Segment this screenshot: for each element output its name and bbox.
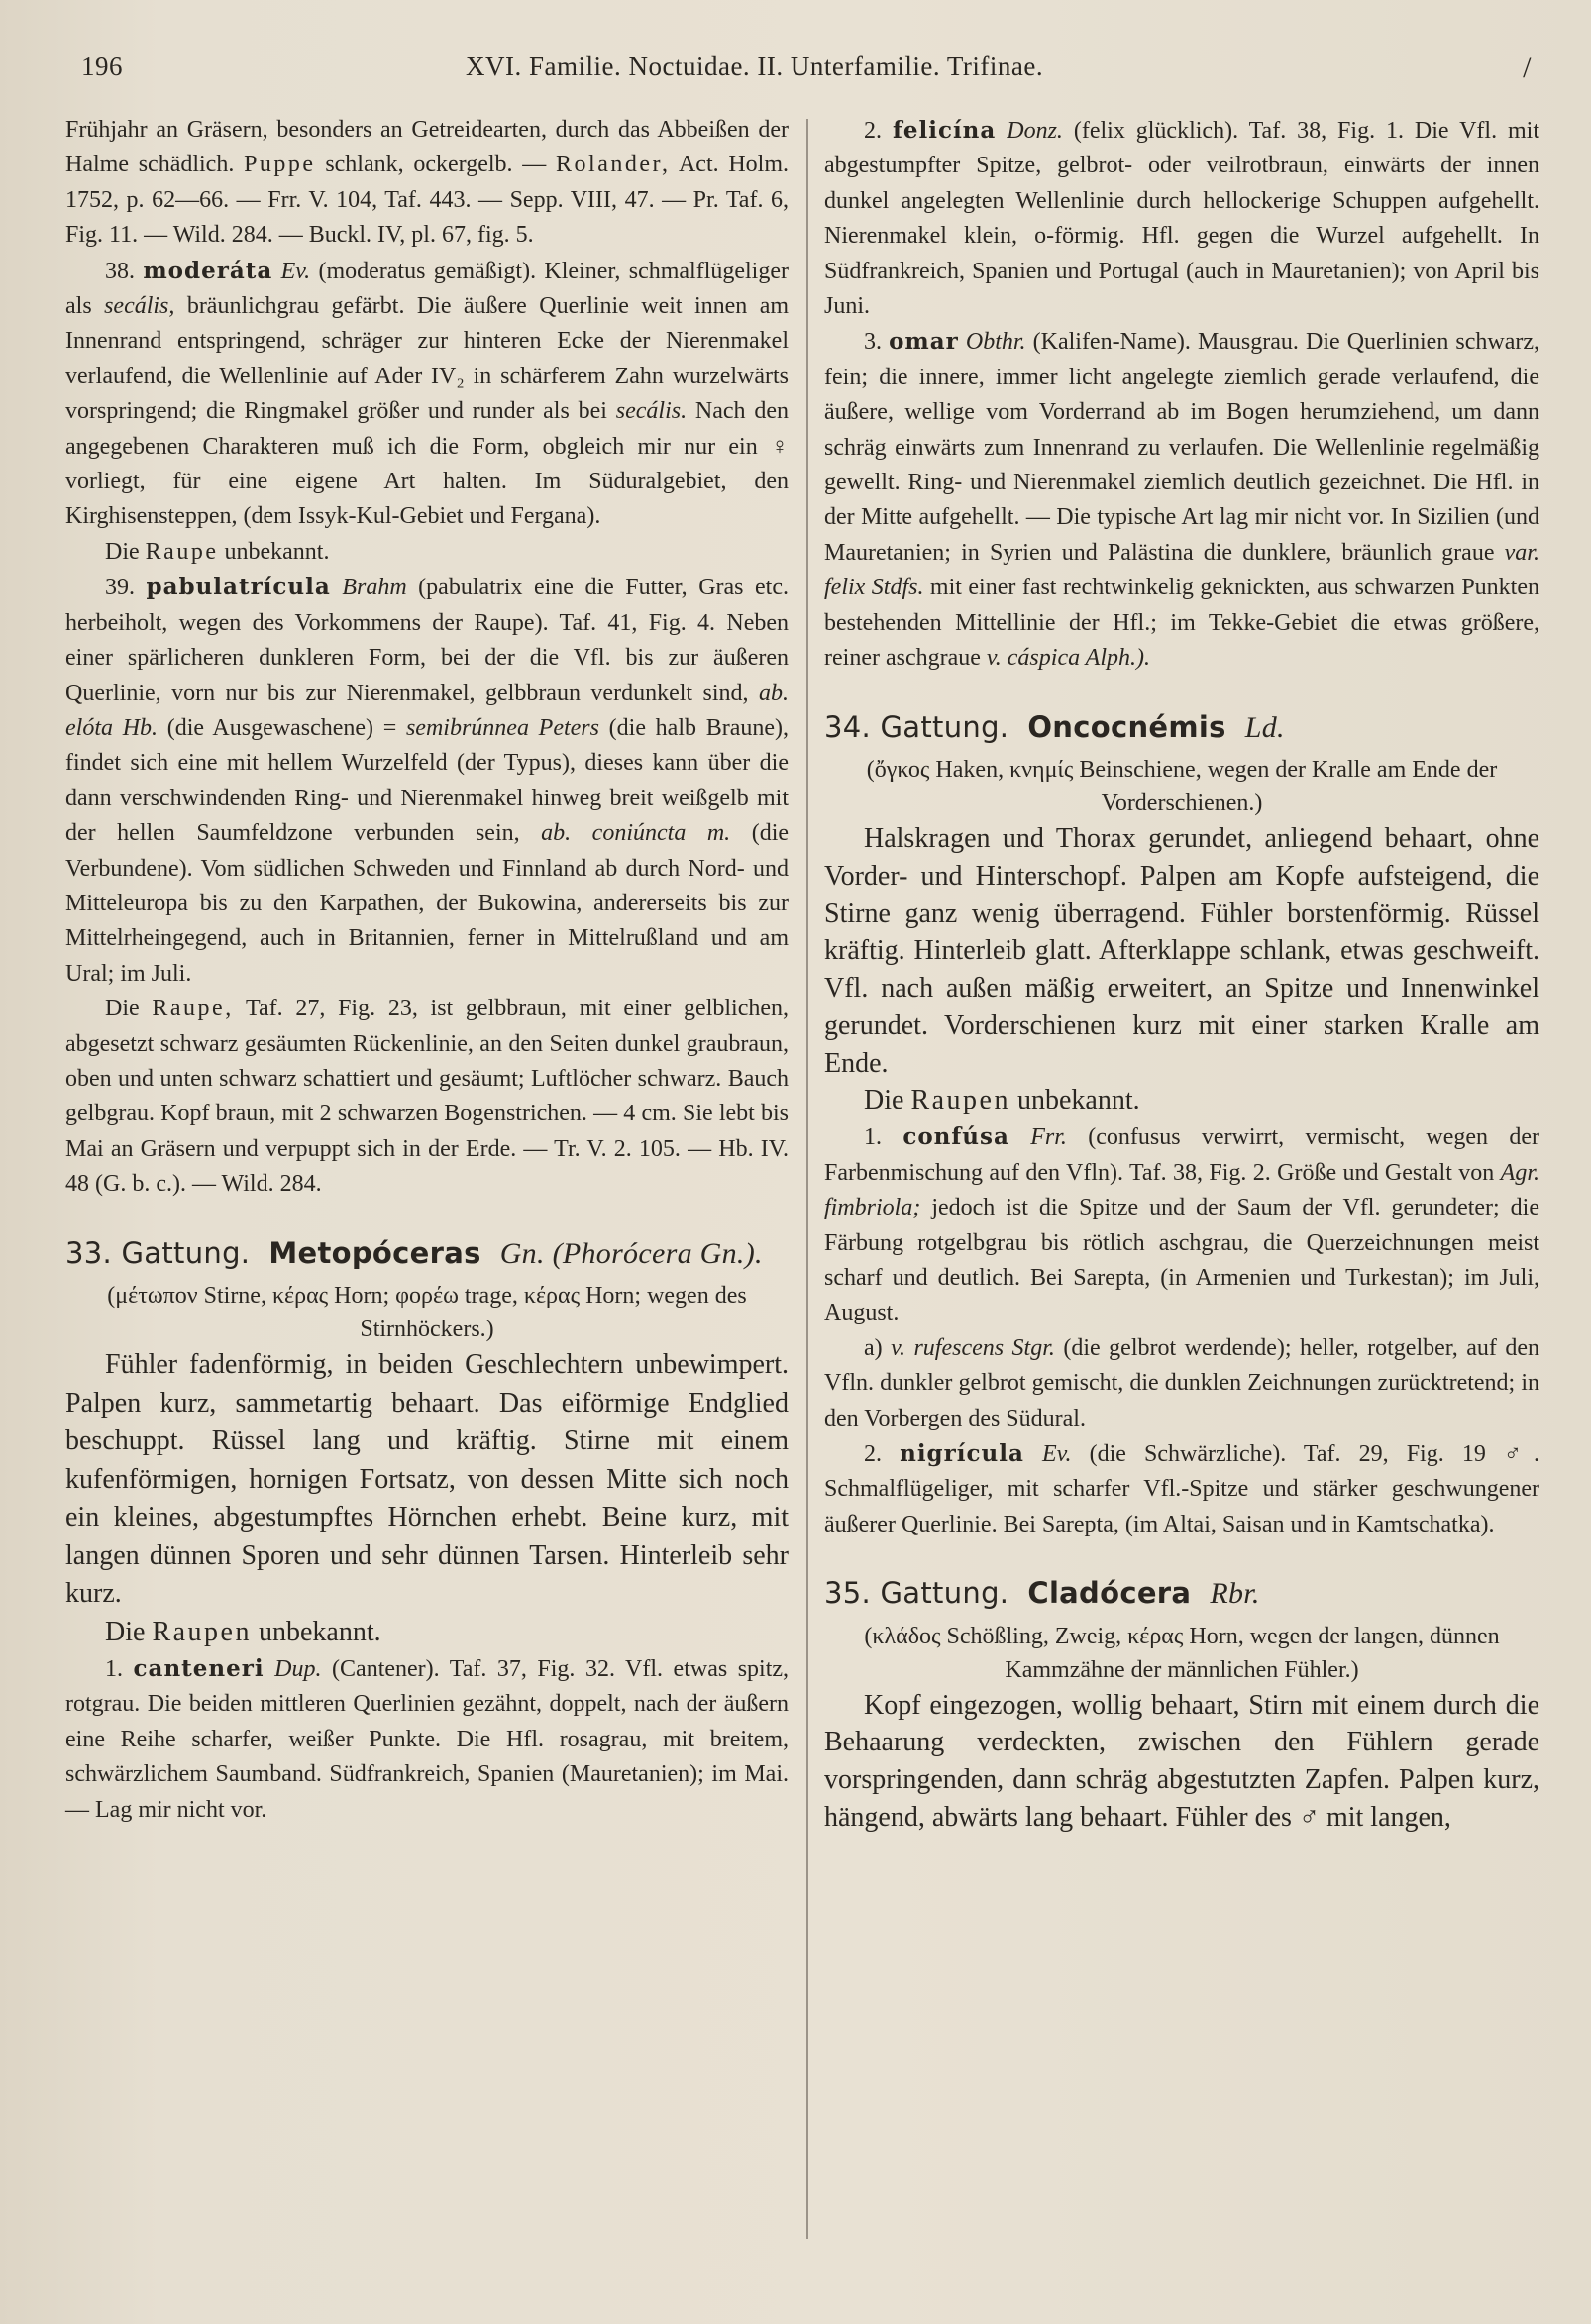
species-entry-moderata: 38. moderáta Ev. (moderatus gemäßigt). Kleiner, schmalflügeliger als secális, bräunlichgrau gefärbt. Die äußere Querlinie weit innen am Innenrand entspringend, schräger zur hinteren Ecke der Nierenmakel verlaufend, die Wellenlinie auf Ader IV₂ in schärferem Zahn wurzelwärts vorspringend; die Ringmakel größer und runder als bei secális. Nach den angegebenen Charakteren muß ich die Form, obgleich mir nur ein ♀ vorliegt, für eine eigene Art halten. Im Süduralgebiet, den Kirghisensteppen, (dem Issyk-Kul-Gebiet und Fergana). xyxy=(65,257,790,530)
etymology-note: (μέτωπον Stirne, κέρας Horn; φορέω trage, κέρας Horn; wegen des Stirnhöckers.) xyxy=(107,1283,747,1342)
raupe-note: Die Raupen unbekannt. xyxy=(105,1616,381,1647)
species-name: pabulatrícula xyxy=(146,574,331,601)
species-name: felicína xyxy=(892,117,997,144)
genus-description: Fühler fadenförmig, in beiden Geschlechtern unbewimpert. Palpen kurz, sammetartig behaart. Das eiförmige Endglied beschuppt. Rüssel lang und kräftig. Stirne mit einem kufenförmigen, hornigen Fortsatz, von dessen Mitte sich noch ein kleines, abgestumpftes Hörnchen erhebt. Beine kurz, mit langen dünnen Sporen und sehr dünnen Tarsen. Hinterleib sehr kurz. xyxy=(65,1349,789,1609)
species-entry-confusa: 1. confúsa Frr. (confusus verwirrt, vermischt, wegen der Farbenmischung auf den Vfln). Taf. 38, Fig. 2. Größe und Gestalt von Agr. fimbriola; jedoch ist die Spitze und der Saum der Vfl. gerundeter; die Färbung rotgelbgrau bis rötlich aschgrau, die Querzeichnungen meist scharf und deutlich. Bei Sarepta, (in Armenien und Turkestan); im Juli, August. xyxy=(824,1123,1540,1326)
page-number: 196 xyxy=(81,52,123,81)
etymology-note: (κλάδος Schößling, Zweig, κέρας Horn, wegen der langen, dünnen Kammzähne der männlichen Fühler.) xyxy=(864,1623,1500,1683)
left-column xyxy=(65,113,789,1828)
raupe-description: Die Raupe, Taf. 27, Fig. 23, ist gelbbraun, mit einer gelblichen, abgesetzt schwarz gesäumten Rückenlinie, an den Seiten dunkel graubraun, oben und unten schwarz schattiert und gesäumt; Luftlöcher schwarz. Bauch gelbgrau. Kopf braun, mit 2 schwarzen Bogenstrichen. — 4 cm. Sie lebt bis Mai an Gräsern und verpuppt sich in der Erde. — Tr. V. 2. 105. — Hb. IV. 48 (G. b. c.). — Wild. 284. xyxy=(65,996,790,1198)
species-name: canteneri xyxy=(133,1655,265,1682)
column-divider xyxy=(806,119,808,2239)
species-entry-canteneri: 1. canteneri Dup. (Cantener). Taf. 37, Fig. 32. Vfl. etwas spitz, rotgrau. Die beiden mittleren Querlinien gezähnt, doppelt, nach der äußern eine Reihe scharfer, weißer Punkte. Die Hfl. rosagrau, mit breitem, schwärzlichem Saumband. Südfrankreich, Spanien (Mauretanien); im Mai. — Lag mir nicht vor. xyxy=(65,1655,790,1823)
pencil-mark: / xyxy=(1523,52,1532,84)
raupe-note: Die Raupen unbekannt. xyxy=(864,1085,1140,1116)
species-entry-pabulatricula: 39. pabulatrícula Brahm (pabulatrix eine die Futter, Gras etc. herbeiholt, wegen des Vorkommens der Raupe). Taf. 41, Fig. 4. Neben einer spärlicheren dunkleren Form, bei der die Vfl. bis zur äußeren Querlinie, vorn nur bis zur Nierenmakel, gelbbraun verdunkelt sind, ab. elóta Hb. (die Ausgewaschene) = semibrúnnea Peters (die halb Braune), findet sich eine mit hellem Wurzelfeld (der Typus), dieses kann über die dann verschwindenden Ring- und Nierenmakel hinweg breit weißgelb mit der hellen Saumfeldzone verbunden sein, ab. coniúncta m. (die Verbundene). Vom südlichen Schweden und Finnland ab durch Nord- und Mitteleuropa bis zu den Karpathen, der Bukowina, andererseits bis zur Mittelrheingegend, auch in Britannien, ferner in Mittelrußland und am Ural; im Juli. xyxy=(65,574,790,987)
page-header xyxy=(81,52,1532,91)
species-name: confúsa xyxy=(902,1123,1009,1151)
genus-description: Halskragen und Thorax gerundet, anliegend behaart, ohne Vorder- und Hinterschopf. Palpen am Kopfe aufsteigend, die Stirne ganz wenig überragend. Fühler borstenförmig. Rüssel kräftig. Hinterleib glatt. Afterklappe schlank, etwas geschweift. Vfl. nach außen mäßig erweitert, an Spitze und Innenwinkel gerundet. Vorderschienen kurz mit einer starken Kralle am Ende. xyxy=(824,822,1539,1079)
species-entry-nigricula: 2. nigrícula Ev. (die Schwärzliche). Taf. 29, Fig. 19 ♂. Schmalflügeliger, mit scharfer Vfl.-Spitze und stärker geschwungener äußerer Querlinie. Bei Sarepta, (im Altai, Saisan und in Kamtschatka). xyxy=(824,1439,1539,1537)
species-entry-omar: 3. omar Obthr. (Kalifen-Name). Mausgrau. Die Querlinien schwarz, fein; die innere, immer licht angelegte ziemlich gerade verlaufend, die äußere, wellige vom Vorderrand ab im Bogen herumziehend, um dann schräg einwärts zum Innenrand zu verlaufen. Die Wellenlinie regelmäßig gewellt. Ring- und Nierenmakel ziemlich deutlich gezeichnet. Die Hfl. in der Mitte aufgehellt. — Die typische Art lag mir nicht vor. In Sizilien (und Mauretanien; in Syrien und Palästina die dunklere, bräunlich graue var. felix Stdfs. mit einer fast rechtwinkelig geknickten, aus schwarzen Punkten bestehenden Mittellinie der Hfl.; im Tekke-Gebiet die etwas größere, reiner aschgraue v. cáspica Alph.). xyxy=(824,328,1540,672)
running-head: XVI. Familie. Noctuidae. II. Unterfamilie. Trifinae. xyxy=(466,52,1044,81)
right-column xyxy=(824,113,1539,1837)
species-name: omar xyxy=(889,328,959,356)
species-name: moderáta xyxy=(143,257,273,284)
raupe-note: Die Raupe unbekannt. xyxy=(105,538,330,565)
genus-heading-35: 35. Gattung. Cladócera Rbr. xyxy=(824,1576,1260,1611)
variety-entry-rufescens: a) v. rufescens Stgr. (die gelbrot werdende); heller, rotgelber, auf den Vfln. dunkler gelbrot gemischt, die dunklen Zeichnungen zurücktretend; in den Vorbergen des Südural. xyxy=(824,1334,1540,1431)
genus-heading-33: 33. Gattung. Metopóceras Gn. (Phorócera Gn.). xyxy=(65,1235,763,1270)
species-name: nigrícula xyxy=(900,1439,1024,1467)
genus-heading-34: 34. Gattung. Oncocnémis Ld. xyxy=(824,709,1285,744)
etymology-note: (ὄγκος Haken, κνημίς Beinschiene, wegen der Kralle am Ende der Vorderschienen.) xyxy=(866,756,1498,816)
species-entry-felicina: 2. felicína Donz. (felix glücklich). Taf. 38, Fig. 1. Die Vfl. mit abgestumpfter Spitze, gelbrot- oder veilrotbraun, einwärts der innen dunkel angelegten Wellenlinie durch hellockerige Schuppen aufgehellt. Nierenmakel klein, o-förmig. Hfl. gegen die Wurzel aufgehellt. In Südfrankreich, Spanien und Portugal (auch in Mauretanien); von April bis Juni. xyxy=(824,117,1540,320)
genus-description: Kopf eingezogen, wollig behaart, Stirn mit einem durch die Behaarung verdeckten, zwischen den Fühlern gerade vorspringenden, dann schräg abgestutzten Zapfen. Palpen kurz, hängend, abwärts lang behaart. Fühler des ♂ mit langen, xyxy=(824,1689,1539,1833)
paragraph-continued: Frühjahr an Gräsern, besonders an Getreidearten, durch das Abbeißen der Halme schädlich. Puppe schlank, ockergelb. — Rolander, Act. Holm. 1752, p. 62—66. — Frr. V. 104, Taf. 443. — Sepp. VIII, 47. — Pr. Taf. 6, Fig. 11. — Wild. 284. — Buckl. IV, pl. 67, fig. 5. xyxy=(65,117,790,249)
